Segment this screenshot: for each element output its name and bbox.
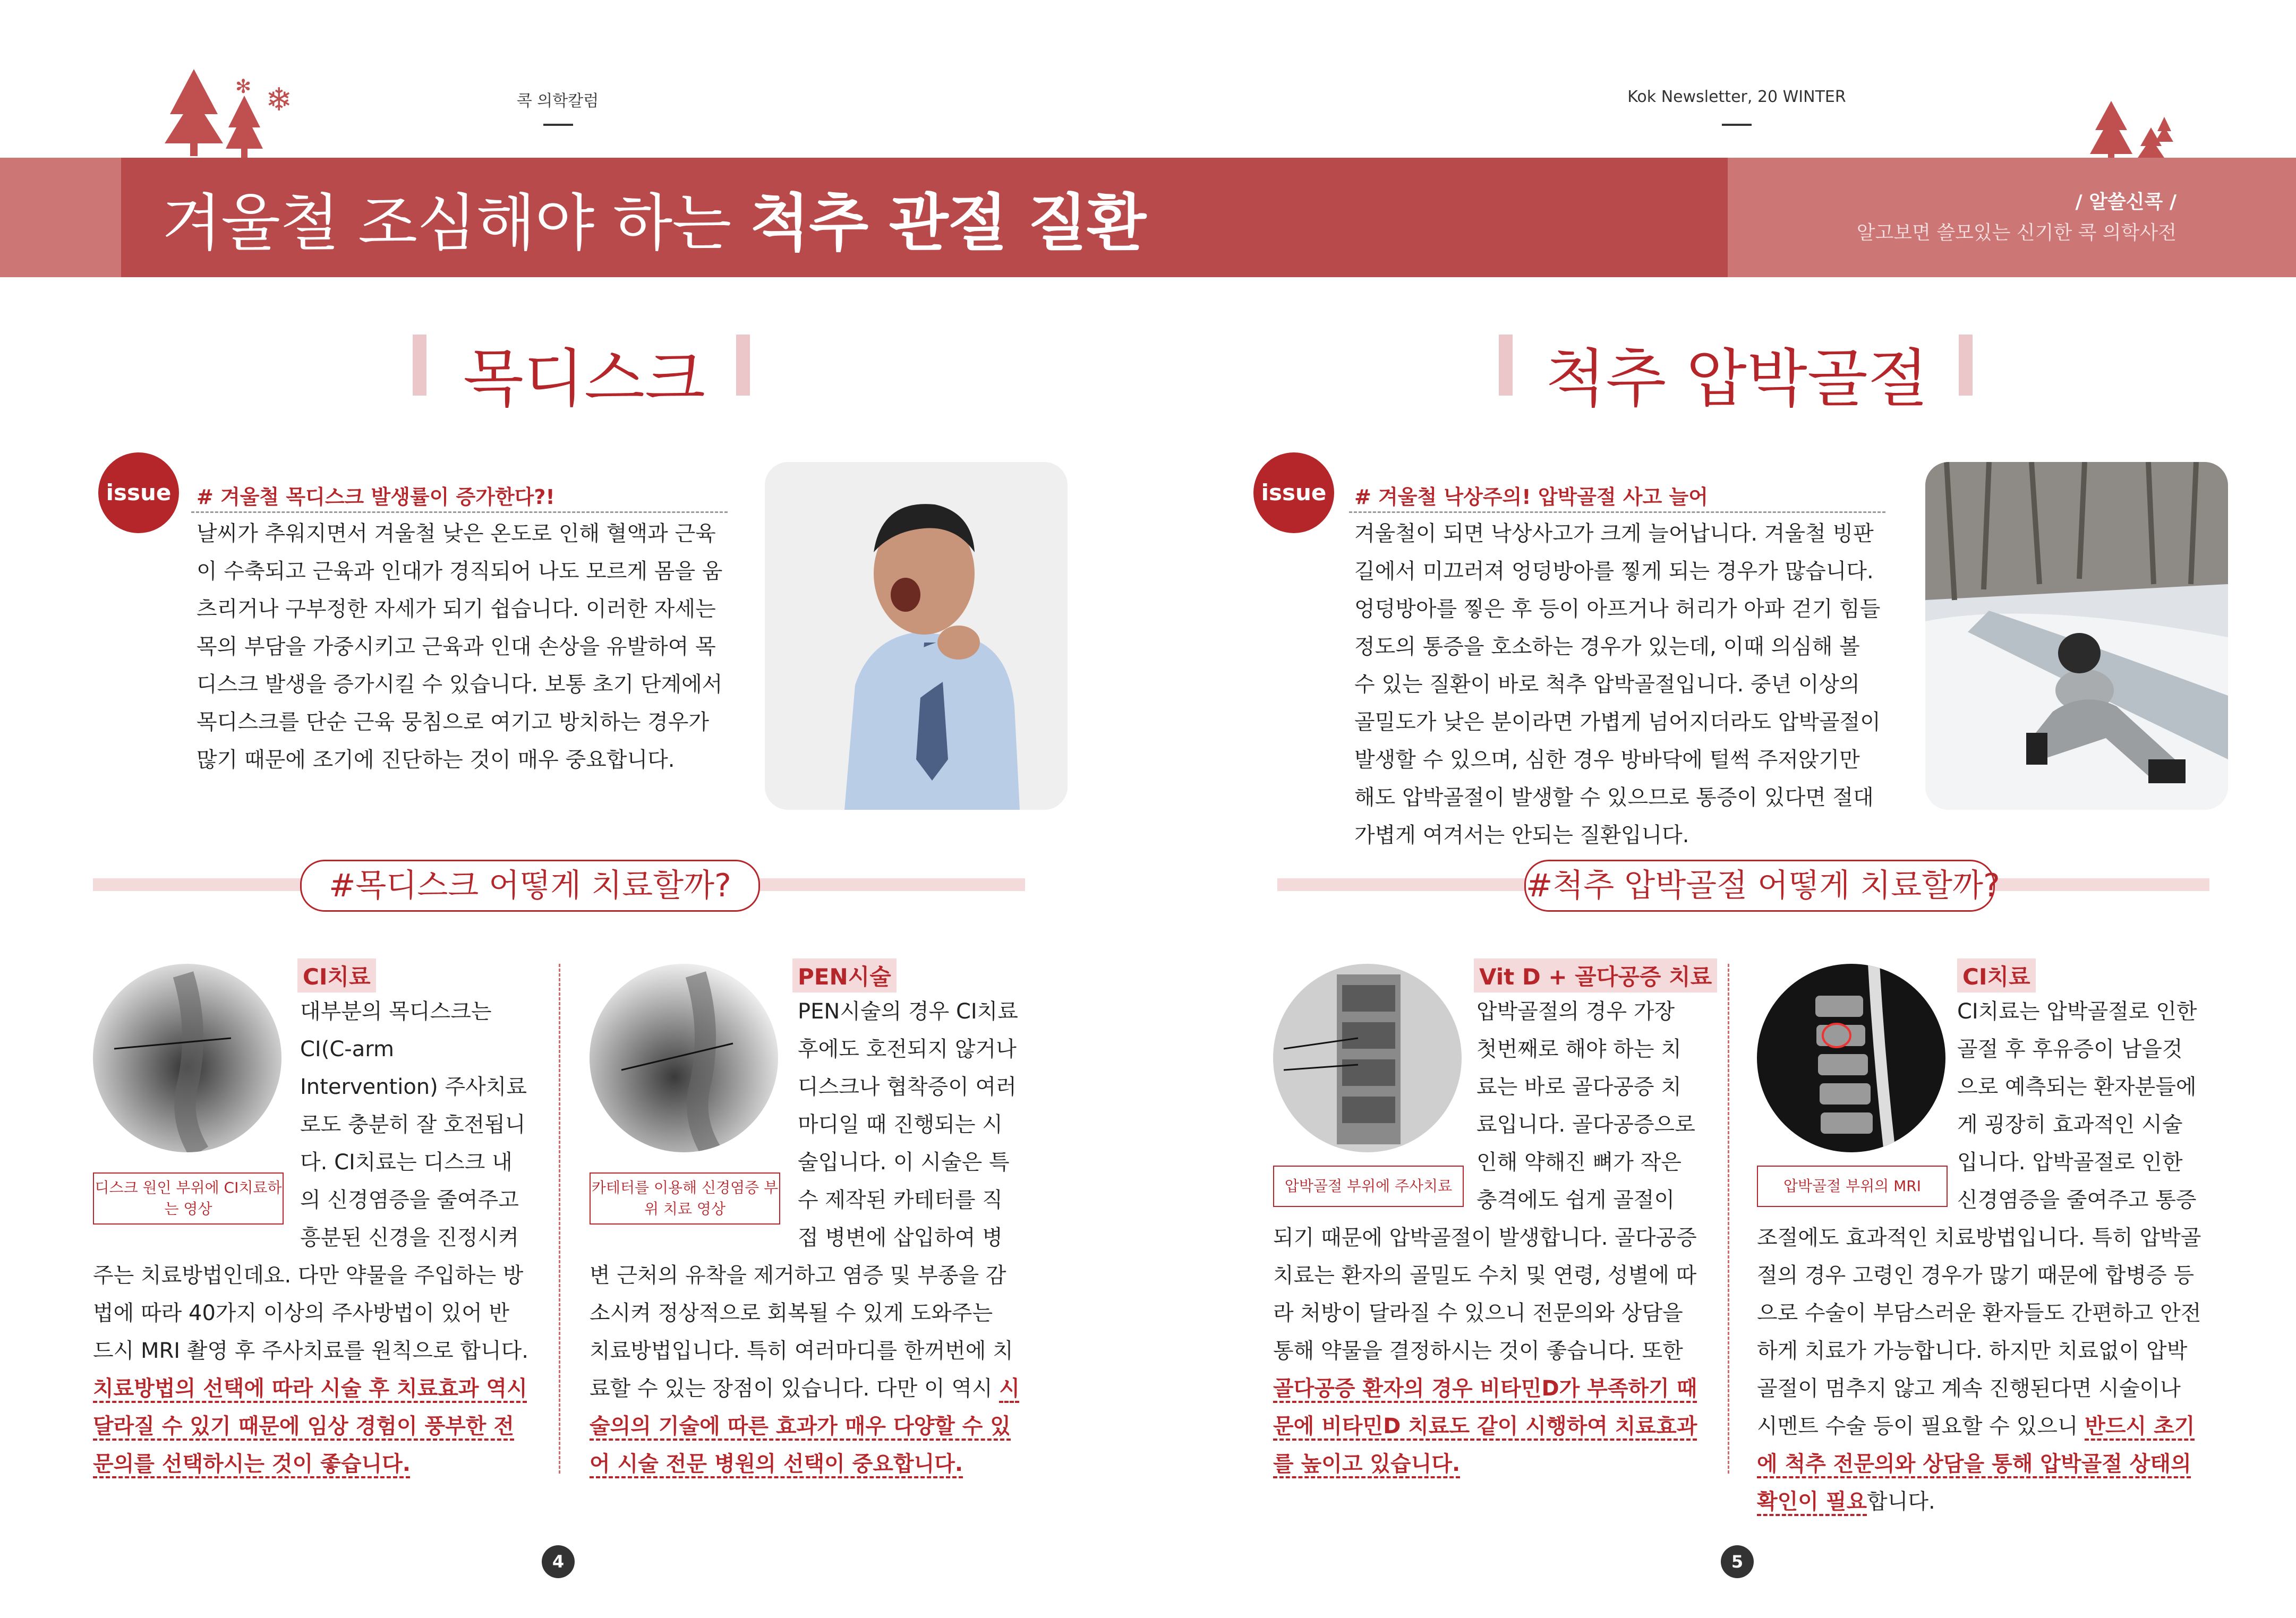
col2-text-right-highlight: 반드시 초기에 척추 전문의와 상담을 통해 압박골절 상태의 확인이 필요 (1757, 1414, 2195, 1514)
issue-rule-right (1349, 511, 1885, 513)
col1-text-right-body: 압박골절의 경우 가장 첫번째로 해야 하는 치료는 바로 골다공증 치료입니다. 골다공증으로 인해 약해진 뼈가 작은 충격에도 쉽게 골절이 되기 때문에 압박골절이 발생합니다. 골다공증 치료는 환자의 골밀도 수치 및 연령, 성별에 따라 처방이 달라질 수 있으니 전문의와 상담을 통해 약물을 결정하시는 것이 좋습니다. 또한 (1273, 999, 1697, 1363)
tree-decoration-left (159, 64, 319, 161)
page-title (162, 174, 1146, 262)
col2-text-left-highlight: 시술의의 기술에 따른 효과가 매우 다양할 수 있어 시술 전문 병원의 선택이 중요합니다. (590, 1376, 1020, 1476)
issue-badge-right: issue (1253, 452, 1334, 533)
section-bar-right-1 (1499, 335, 1513, 396)
page-number-right: 5 (1721, 1545, 1754, 1578)
treatment-pill-right: #척추 압박골절 어떻게 치료할까? (1524, 860, 1995, 912)
col2-text-right-tail: 합니다. (1867, 1489, 1935, 1514)
label-ci-right: CI치료 (1957, 958, 2036, 992)
col2-text-right (1757, 993, 2203, 1521)
col2-text-right-body: CI치료는 압박골절로 인한 골절 후 후유증이 남을것으로 예측되는 환자분들에게 굉장히 효과적인 시술입니다. 압박골절로 인한 신경염증을 줄여주고 통증 조절에도 효과적인 치료방법입니다. 특히 압박골절의 경우 고령인 경우가 많기 때문에 합병증 등으로 수술이 부담스러운 환자들도 간편하고 안전하게 치료가 가능합니다. 하지만 치료없이 압박골절이 멈추지 않고 계속 진행된다면 시술이나 시멘트 수술 등이 필요할 수 있으니 (1757, 999, 2201, 1439)
caption-pen: 카테터를 이용해 신경염증 부위 치료 영상 (590, 1172, 780, 1225)
svg-text:✻: ✻ (235, 76, 252, 98)
neck-pain-photo (765, 462, 1068, 810)
banner-band-left-edge (0, 158, 121, 277)
column-divider-right (1728, 964, 1729, 1474)
float-spacer (93, 993, 300, 1256)
header-left-dash (543, 124, 573, 126)
column-divider-left (559, 964, 560, 1474)
float-spacer (1757, 993, 1957, 1219)
col1-text-left-highlight: 치료방법의 선택에 따라 시술 후 치료효과 역시 달라질 수 있기 때문에 임상 경험이 풍부한 전문의를 선택하시는 것이 좋습니다. (93, 1376, 527, 1476)
header-right-label: Kok Newsletter, 20 WINTER (1627, 88, 1846, 106)
section-bar-left-1 (413, 335, 426, 396)
slip-on-ice-photo (1925, 462, 2228, 810)
title-bold: 척추 관절 질환 (750, 187, 1146, 259)
col1-text-left-body: 대부분의 목디스크는 CI(C-arm Intervention) 주사치료로도 충분히 잘 호전됩니다. CI치료는 디스크 내의 신경염증을 줄여주고 흥분된 신경을 진정시켜주는 치료방법인데요. 다만 약물을 주입하는 방법에 따라 40가지 이상의 주사방법이 있어 반드시 MRI 촬영 후 주사치료를 원칙으로 합니다. (93, 999, 528, 1363)
col1-text-right-highlight: 골다공증 환자의 경우 비타민D가 부족하기 때문에 비타민D 치료도 같이 시행하여 치료효과를 높이고 있습니다. (1273, 1376, 1697, 1476)
title-light: 겨울철 조심해야 하는 (162, 187, 750, 259)
issue-rule-left (191, 511, 728, 513)
page-number-left: 4 (542, 1545, 575, 1578)
issue-badge-left: issue (98, 452, 179, 533)
float-spacer (1273, 993, 1476, 1219)
caption-injection: 압박골절 부위에 주사치료 (1273, 1166, 1464, 1207)
section-bar-left-2 (736, 335, 750, 396)
col2-text-left-body: PEN시술의 경우 CI치료 후에도 호전되지 않거나 디스크나 협착증이 여러 마디일 때 진행되는 시술입니다. 이 시술은 특수 제작된 카테터를 직접 병변에 삽입하여 병변 근처의 유착을 제거하고 염증 및 부종을 감소시켜 정상적으로 회복될 수 있게 도와주는 치료방법입니다. 특히 여러마디를 한꺼번에 치료할 수 있는 장점이 있습니다. 다만 이 역시 (590, 999, 1018, 1401)
float-spacer (590, 993, 798, 1256)
issue-body-left: 날씨가 추워지면서 겨울철 낮은 온도로 인해 혈액과 근육이 수축되고 근육과 인대가 경직되어 나도 모르게 몸을 움츠리거나 구부정한 자세가 되기 쉽습니다. 이러한 자세는 목의 부담을 가중시키고 근육과 인대 손상을 유발하여 목디스크 발생을 증가시킬 수 있습니다. 보통 초기 단계에서 목디스크를 단순 근육 뭉침으로 여기고 방치하는 경우가 많기 때문에 조기에 진단하는 것이 매우 중요합니다. (197, 521, 723, 772)
svg-text:❄: ❄ (266, 81, 293, 118)
banner-tag-title: / 알쓸신콕 / (2075, 191, 2176, 213)
label-pen: PEN시술 (792, 958, 897, 992)
label-ci-left: CI치료 (297, 958, 376, 992)
treatment-pill-left: #목디스크 어떻게 치료할까? (300, 860, 760, 912)
section-title-left: 목디스크 (463, 342, 705, 415)
tree-decoration-right (2087, 98, 2183, 164)
col1-text-left (93, 993, 528, 1483)
issue-body-right: 겨울철이 되면 낙상사고가 크게 늘어납니다. 겨울철 빙판길에서 미끄러져 엉덩방아를 찧게 되는 경우가 많습니다. 엉덩방아를 찧은 후 등이 아프거나 허리가 아파 걷기 힘들 정도의 통증을 호소하는 경우가 있는데, 이때 의심해 볼 수 있는 질환이 바로 척추 압박골절입니다. 중년 이상의 골밀도가 낮은 분이라면 가볍게 넘어지더라도 압박골절이 발생할 수 있으며, 심한 경우 방바닥에 털썩 주저앉기만 해도 압박골절이 발생할 수 있으므로 통증이 있다면 절대 가볍게 여겨서는 안되는 질환입니다. (1354, 521, 1881, 847)
section-title-right: 척추 압박골절 (1545, 342, 1928, 415)
issue-heading-left: # 겨울철 목디스크 발생률이 증가한다?! (197, 485, 555, 509)
caption-mri: 압박골절 부위의 MRI (1757, 1166, 1948, 1207)
label-vitd: Vit D + 골다공증 치료 (1474, 958, 1717, 992)
issue-heading-right: # 겨울철 낙상주의! 압박골절 사고 늘어 (1354, 485, 1708, 509)
header-right-dash (1722, 124, 1752, 126)
header-left-label: 콕 의학칼럼 (516, 92, 599, 110)
col1-text-right (1273, 993, 1698, 1483)
section-bar-right-2 (1959, 335, 1973, 396)
caption-ci: 디스크 원인 부위에 CI치료하는 영상 (93, 1172, 284, 1225)
col2-text-left (590, 993, 1020, 1483)
banner-tag-subtitle: 알고보면 쓸모있는 신기한 콕 의학사전 (1856, 222, 2176, 244)
